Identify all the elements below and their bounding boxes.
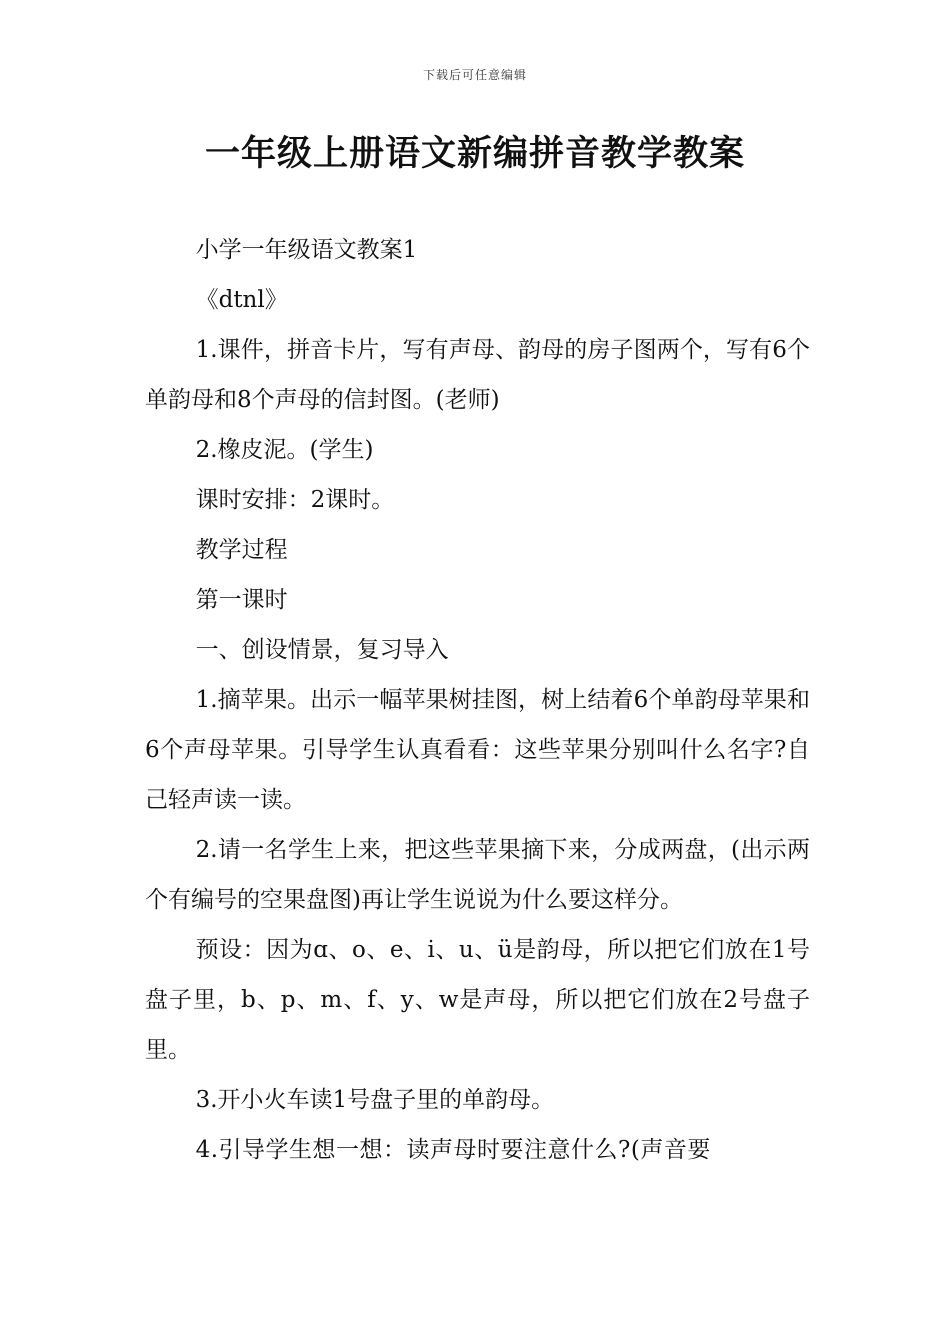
paragraph-step-2: 2.请一名学生上来，把这些苹果摘下来，分成两盘，(出示两个有编号的空果盘图)再让学生说说为什么要这样分。 bbox=[145, 837, 810, 913]
document-body bbox=[145, 225, 810, 1175]
paragraph-section-one: 一、创设情景，复习导入 bbox=[195, 637, 449, 663]
document-title: 一年级上册语文新编拼音教学教案 bbox=[204, 134, 745, 174]
paragraph-materials-student: 2.橡皮泥。(学生) bbox=[195, 437, 374, 463]
paragraph-preset: 预设：因为ɑ、o、e、i、u、ü是韵母，所以把它们放在1号盘子里，b、p、m、f、y、w是声母，所以把它们放在2号盘子里。 bbox=[145, 937, 810, 1063]
paragraph-first-lesson: 第一课时 bbox=[195, 587, 288, 613]
paragraph-lesson-name: 《dtnl》 bbox=[195, 287, 288, 313]
paragraph-step-3: 3.开小火车读1号盘子里的单韵母。 bbox=[195, 1087, 555, 1113]
paragraph-step-4: 4.引导学生想一想：读声母时要注意什么?(声音要 bbox=[195, 1137, 711, 1163]
paragraph-lesson-heading: 小学一年级语文教案1 bbox=[195, 237, 418, 263]
paragraph-schedule: 课时安排：2课时。 bbox=[195, 487, 395, 513]
paragraph-process-heading: 教学过程 bbox=[195, 537, 288, 563]
header-note: 下载后可任意编辑 bbox=[422, 68, 527, 82]
paragraph-step-1: 1.摘苹果。出示一幅苹果树挂图，树上结着6个单韵母苹果和6个声母苹果。引导学生认真看看：这些苹果分别叫什么名字?自己轻声读一读。 bbox=[145, 687, 810, 813]
paragraph-materials-teacher: 1.课件，拼音卡片，写有声母、韵母的房子图两个，写有6个单韵母和8个声母的信封图。(老师) bbox=[145, 337, 810, 413]
